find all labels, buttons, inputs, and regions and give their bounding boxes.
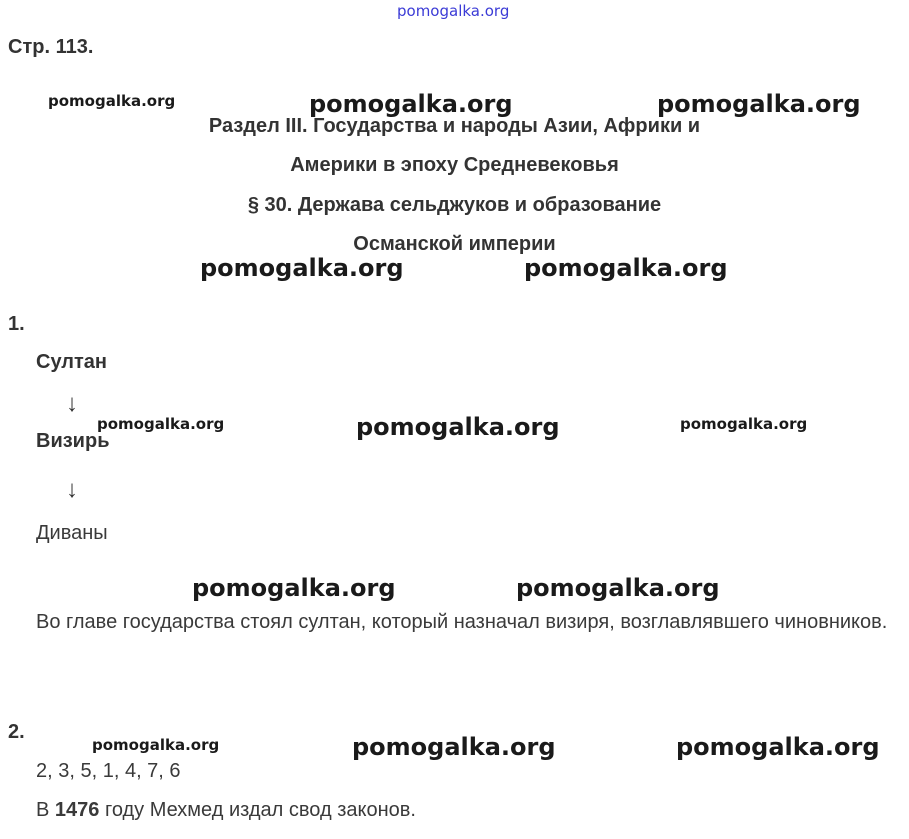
watermark: pomogalka.org [352,733,556,761]
task-number-1: 1. [8,313,25,335]
watermark: pomogalka.org [657,90,861,118]
watermark: pomogalka.org [192,574,396,602]
watermark: pomogalka.org [516,574,720,602]
task-number-2: 2. [8,721,25,743]
task2-sequence: 2, 3, 5, 1, 4, 7, 6 [36,760,181,782]
paragraph-heading-line2: Османской империи [353,233,556,255]
watermark: pomogalka.org [48,92,176,110]
task1-answer: Во главе государства стоял султан, который назначал визиря, возглавлявшего чиновников. [36,611,888,633]
watermark: pomogalka.org [309,90,513,118]
hierarchy-vizier: Визирь [36,430,110,452]
hierarchy-sultan: Султан [36,351,108,373]
watermark: pomogalka.org [92,736,220,754]
down-arrow-icon: ↓ [66,390,78,417]
watermark: pomogalka.org [97,415,225,433]
down-arrow-icon: ↓ [66,476,78,503]
watermark: pomogalka.org [356,413,560,441]
task2-year: 1476 [54,799,100,821]
watermark: pomogalka.org [524,254,728,282]
watermark: pomogalka.org [200,254,404,282]
watermark-top: pomogalka.org [397,2,510,20]
paragraph-heading-line1: § 30. Держава сельджуков и образование [247,194,662,216]
task2-sentence [36,799,416,822]
page-label: Стр. 113. [8,36,94,58]
section-heading-line2: Америки в эпоху Средневековья [290,154,619,176]
task2-sentence-suffix: году Мехмед издал свод законов. [99,799,416,821]
task2-sentence-prefix: В [36,799,55,821]
watermark: pomogalka.org [680,415,808,433]
watermark: pomogalka.org [676,733,880,761]
hierarchy-divans: Диваны [36,522,108,544]
section-heading-line1: Раздел III. Государства и народы Азии, Африки и [208,115,701,137]
